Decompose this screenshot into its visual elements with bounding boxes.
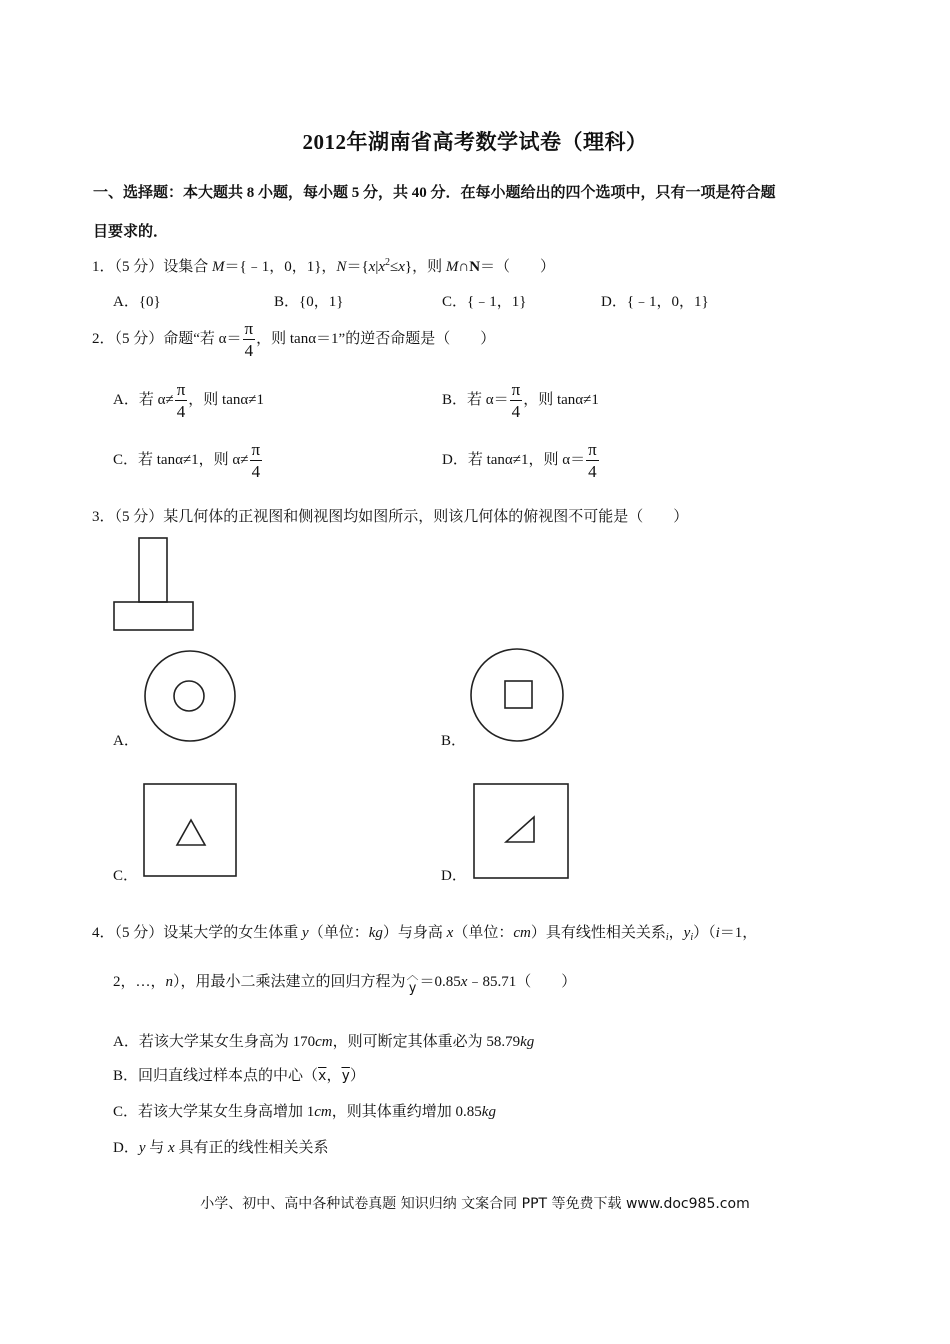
section-heading-line1: 一、选择题：本大题共 8 小题，每小题 5 分，共 40 分．在每小题给出的四个选项中，只有一项是符合题 [93, 185, 776, 201]
q2-option-c: C．若 tanα≠1，则 α≠ $\frac{\pi}{4}$ [113, 440, 261, 481]
q3-label-d: D． [441, 868, 467, 884]
q1-option-c: C．{﹣1，1} [442, 294, 527, 310]
front-view-figure [114, 538, 193, 630]
footer-text: 小学、初中、高中各种试卷真题 知识归纳 文案合同 PPT 等免费下载 www.doc985.com [200, 1196, 750, 1212]
question-4: 4．（5 分）设某大学的女生体重 y（单位：kg）与身高 x（单位：cm）具有线性相关关系$_i$，$y_i)(i=1$， [92, 925, 758, 943]
option-a-figure [145, 651, 235, 741]
fraction-pi-over-4: $\frac{\pi}{4}$ [244, 319, 254, 360]
option-c-figure [144, 784, 236, 876]
question-4-line2: 2，…，n），用最小二乘法建立的回归方程为 ︿ y ＝0.85x﹣85.71（ ） [113, 968, 577, 996]
q2-option-d: D．若 tanα≠1，则 α＝ $\frac{\pi}{4}$ [442, 440, 597, 481]
q2-option-b: B．若 α＝ $\frac{\pi}{4}$ ，则 tanα≠1 [442, 380, 599, 421]
option-d-figure [474, 784, 568, 878]
q4-option-d: D．y 与 x 具有正的线性相关关系 [113, 1140, 329, 1156]
question-2: 2．（5 分）命题“若 α＝ $\frac{\pi}{4}$ ，则 tanα＝1”的逆否命题是（ ） [92, 319, 496, 360]
question-1: 1．（5 分）设集合 M＝{﹣1，0，1}，$N=\{x|x^2\le x\}$，则 M∩N＝（ ） [92, 257, 556, 275]
section-heading-line2: 目要求的． [93, 224, 169, 240]
q3-label-a: A． [113, 733, 139, 749]
q1-option-a: A．{0} [113, 294, 161, 310]
q4-option-c: C．若该大学某女生身高增加 1cm，则其体重约增加 0.85kg [113, 1104, 496, 1120]
q4-option-b: B．回归直线过样本点的中心（$\overline{x}$，$\overline{y}$） [113, 1068, 365, 1084]
option-b-figure [471, 649, 563, 741]
q2-option-a: A．若 α≠ $\frac{\pi}{4}$ ，则 tanα≠1 [113, 380, 264, 421]
q1-option-d: D．{﹣1，0，1} [601, 294, 709, 310]
q3-label-c: C． [113, 868, 139, 884]
q3-label-b: B． [441, 733, 467, 749]
q1-option-b: B．{0，1} [274, 294, 344, 310]
question-3: 3．（5 分）某几何体的正视图和侧视图均如图所示，则该几何体的俯视图不可能是（ ） [92, 509, 689, 525]
q4-option-a: A．若该大学某女生身高为 170cm，则可断定其体重必为 58.79kg [113, 1034, 535, 1050]
page-title: 2012年湖南省高考数学试卷（理科） [302, 130, 648, 154]
